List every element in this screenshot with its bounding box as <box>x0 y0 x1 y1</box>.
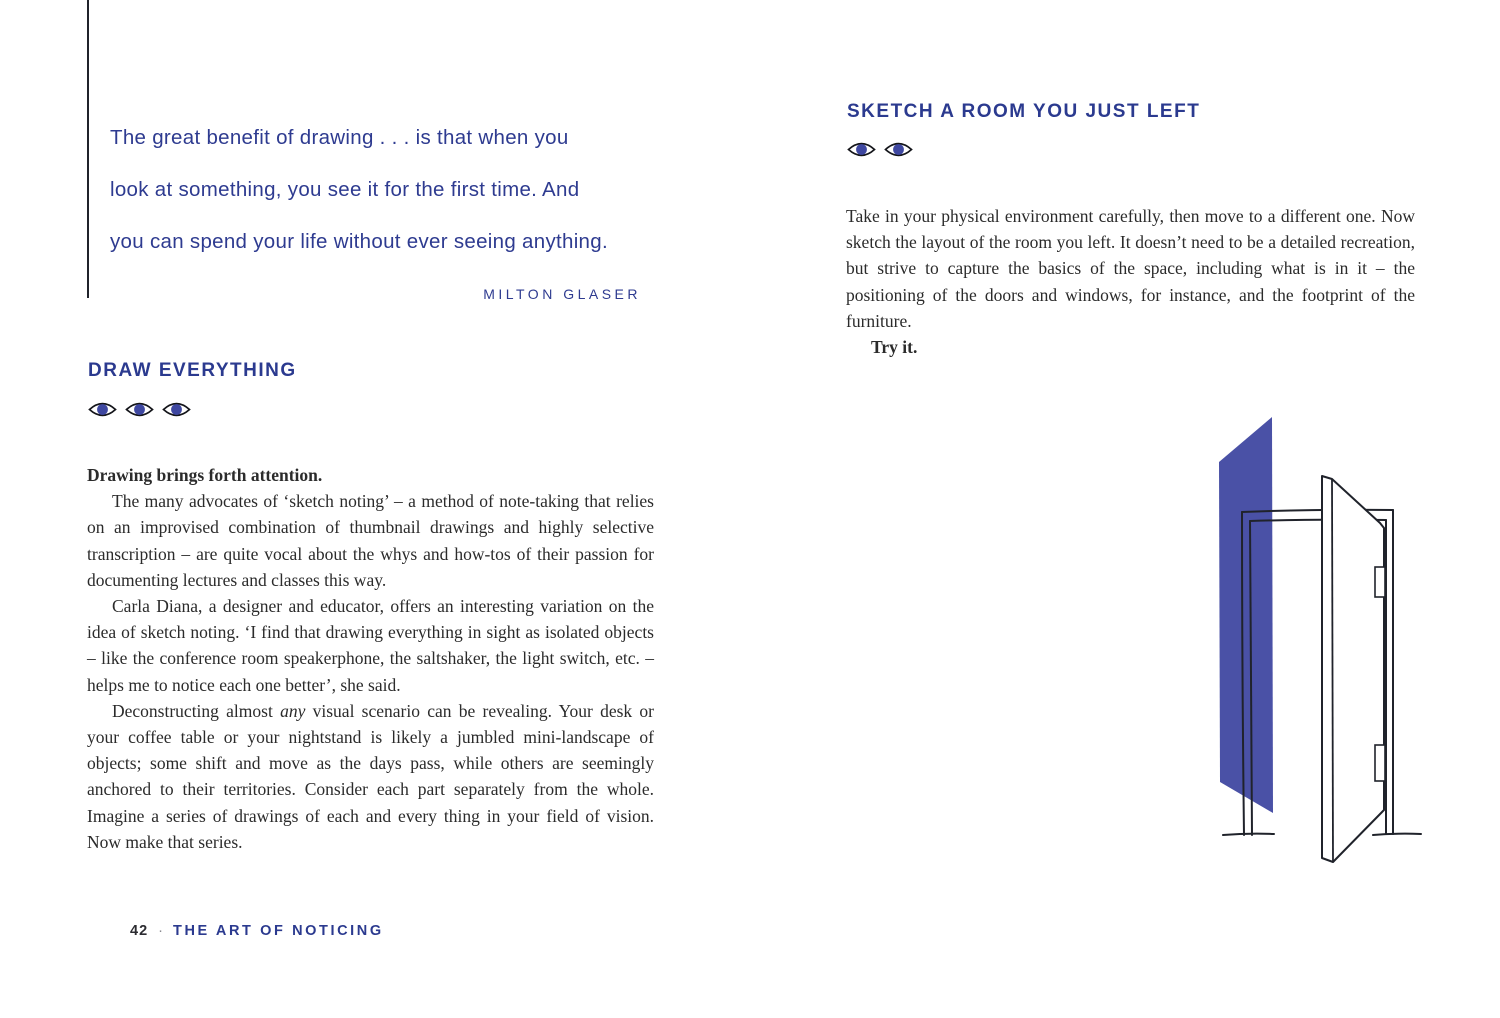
quote-line: look at something, you see it for the first time. And <box>110 178 580 201</box>
eye-icon <box>125 401 154 418</box>
body-paragraph: The many advocates of ‘sketch noting’ – a method of note-taking that relies on an improvised combination of thumbnail drawings and highly selective transcription – are quite vocal about the whys and how-tos of their passion for documenting lectures and classes this way. <box>87 491 654 590</box>
body-paragraph: Take in your physical environment carefully, then move to a different one. Now sketch the layout of the room you left. It doesn’t need to be a detailed recreation, but strive to capture the basics of the space, including what is in it – the positioning of the doors and windows, for instance, and the footprint of the furniture. <box>846 206 1415 331</box>
body-paragraph: Deconstructing almost any visual scenario can be revealing. Your desk or your coffee table or your nightstand is likely a jumbled mini-landscape of objects; some shift and move as the days pass, while others are seemingly anchored to their territories. Consider each part separately from the whole. Imagine a series of drawings of each and every thing in your field of vision. Now make that series. <box>87 700 655 852</box>
footer-separator: · <box>158 923 163 939</box>
quote-line: you can spend your life without ever seeing anything. <box>110 230 608 253</box>
page-number: 42 <box>130 923 149 939</box>
quote-line: The great benefit of drawing . . . is that when you <box>110 126 569 149</box>
body-paragraph: Carla Diana, a designer and educator, offers an interesting variation on the idea of sketch noting. ‘I find that drawing everything in sight as isolated objects – like the conference room speakerphone, the saltshaker, the light switch, etc. – helps me to notice each one better’, she said. <box>87 596 654 695</box>
eye-icon <box>162 401 191 418</box>
page-footer <box>130 923 384 939</box>
door-hinge <box>1375 745 1385 781</box>
blue-plane-shape <box>1219 417 1273 813</box>
section-title-draw-everything: DRAW EVERYTHING <box>88 360 297 381</box>
left-page-body <box>87 462 654 855</box>
eye-icon <box>884 141 913 158</box>
try-it-prompt: Try it. <box>871 337 918 358</box>
running-book-title: THE ART OF NOTICING <box>172 923 384 939</box>
eye-icon <box>88 401 117 418</box>
open-door-sketch-illustration <box>1210 413 1438 881</box>
difficulty-eye-rating <box>847 141 913 158</box>
pull-quote <box>110 112 655 268</box>
quote-vertical-rule <box>87 0 89 298</box>
quote-attribution: MILTON GLASER <box>483 286 641 302</box>
body-lead-sentence: Drawing brings forth attention. <box>87 465 323 485</box>
difficulty-eye-rating <box>88 401 191 418</box>
eye-icon <box>847 141 876 158</box>
door-edge-line <box>1332 479 1333 862</box>
right-page-body <box>846 203 1415 360</box>
door-hinge <box>1375 567 1385 597</box>
section-title-sketch-a-room: SKETCH A ROOM YOU JUST LEFT <box>847 101 1201 122</box>
